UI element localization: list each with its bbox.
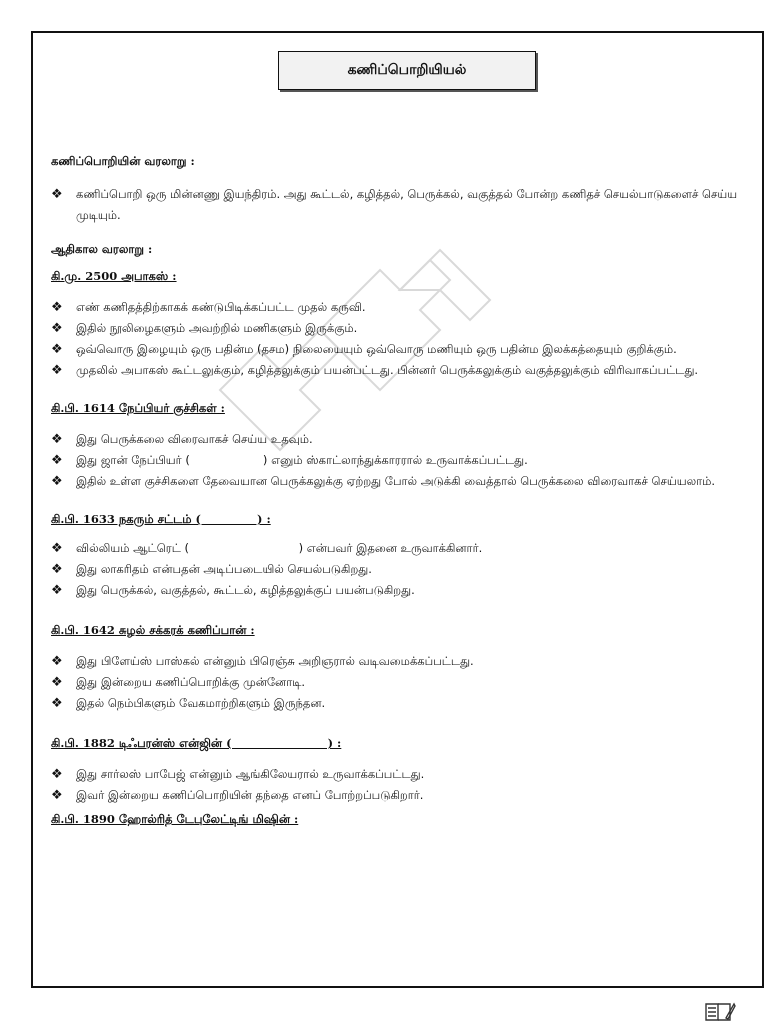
bullet-icon: ❖	[51, 474, 63, 489]
list-item: ❖ ஒவ்வொரு இழையும் ஒரு பதின்ம (தசம) நிலையையும் ஒவ்வொரு மணியும் ஒரு பதின்ம இலக்கத்தையும் குறிக்கும்.	[51, 339, 741, 360]
bullet-icon: ❖	[51, 342, 63, 357]
bullet-icon: ❖	[51, 788, 63, 803]
section-heading: ஆதிகால வரலாறு :	[51, 242, 153, 256]
bullet-icon: ❖	[51, 300, 63, 315]
book-pen-icon	[704, 1000, 736, 1022]
list-item: ❖ இது பிளேய்ஸ் பாஸ்கல் என்னும் பிரெஞ்சு அறிஞரால் வடிவமைக்கப்பட்டது.	[51, 651, 741, 672]
bullet-icon: ❖	[51, 541, 63, 556]
list-item: ❖ இது பெருக்கலை விரைவாகச் செய்ய உதவும்.	[51, 429, 741, 450]
list-item: ❖ இவர் இன்றைய கணிப்பொறியின் தந்தை எனப் போற்றப்படுகிறார்.	[51, 785, 741, 806]
section-heading: கணிப்பொறியின் வரலாறு :	[51, 154, 195, 168]
list-item: ❖ இது ஜான் நேப்பியர் ( ) எனும் ஸ்காட்லாந்துக்காரரால் உருவாக்கப்பட்டது.	[51, 450, 741, 471]
section-heading: கி.மு. 2500 அபாகஸ் :	[51, 269, 177, 283]
list-item: ❖ இது பெருக்கல், வகுத்தல், கூட்டல், கழித்தலுக்குப் பயன்படுகிறது.	[51, 580, 741, 601]
section-heading: கி.பி. 1642 சுழல் சக்கரக் கணிப்பான் :	[51, 623, 255, 637]
section-heading: கி.பி. 1633 நகரும் சட்டம் ( ) :	[51, 512, 271, 526]
bullet-icon: ❖	[51, 432, 63, 447]
list-item: ❖ இது சார்லஸ் பாபேஜ் என்னும் ஆங்கிலேயரால் உருவாக்கப்பட்டது.	[51, 764, 741, 785]
list-item: ❖ இது இன்றைய கணிப்பொறிக்கு முன்னோடி.	[51, 672, 741, 693]
bullet-icon: ❖	[51, 583, 63, 598]
bullet-icon: ❖	[51, 187, 63, 202]
bullet-icon: ❖	[51, 696, 63, 711]
list-item: ❖ இதில் நூலிழைகளும் அவற்றில் மணிகளும் இருக்கும்.	[51, 318, 741, 339]
section-heading: கி.பி. 1882 டிஃபரன்ஸ் என்ஜின் ( ) :	[51, 736, 342, 750]
list-item: ❖ எண் கணிதத்திற்காகக் கண்டுபிடிக்கப்பட்ட முதல் கருவி.	[51, 297, 741, 318]
list-item: ❖ இதல் நெம்பிகளும் வேகமாற்றிகளும் இருந்தன.	[51, 693, 741, 714]
list-item: ❖ கணிப்பொறி ஒரு மின்னணு இயந்திரம். அது கூட்டல், கழித்தல், பெருக்கல், வகுத்தல் போன்ற கணிதச் செயல்பாடுகளைச் செய்ய முடியும்.	[51, 184, 741, 226]
bullet-icon: ❖	[51, 321, 63, 336]
content	[51, 148, 741, 828]
bullet-icon: ❖	[51, 363, 63, 378]
list-item: ❖ வில்லியம் ஆட்ரெட் ( ) என்பவர் இதனை உருவாக்கினார்.	[51, 538, 741, 559]
bullet-icon: ❖	[51, 562, 63, 577]
bullet-icon: ❖	[51, 675, 63, 690]
bullet-icon: ❖	[51, 654, 63, 669]
list-item: ❖ இது லாகரிதம் என்பதன் அடிப்படையில் செயல்படுகிறது.	[51, 559, 741, 580]
section-heading: கி.பி. 1614 நேப்பியர் குச்சிகள் :	[51, 401, 225, 415]
bullet-icon: ❖	[51, 453, 63, 468]
page-title: கணிப்பொறியியல்	[278, 51, 536, 90]
section-heading: கி.பி. 1890 ஹோல்ரித் டேபுலேட்டிங் மிஷின் :	[51, 812, 299, 826]
list-item: ❖ முதலில் அபாகஸ் கூட்டலுக்கும், கழித்தலுக்கும் பயன்பட்டது. பின்னர் பெருக்கலுக்கும் வகுத்தலுக்கும் விரிவாகப்பட்டது.	[51, 360, 741, 381]
bullet-icon: ❖	[51, 767, 63, 782]
list-item: ❖ இதில் உள்ள குச்சிகளை தேவையான பெருக்கலுக்கு ஏற்றது போல் அடுக்கி வைத்தால் பெருக்கலை விரைவாகச் செய்யலாம்.	[51, 471, 741, 492]
